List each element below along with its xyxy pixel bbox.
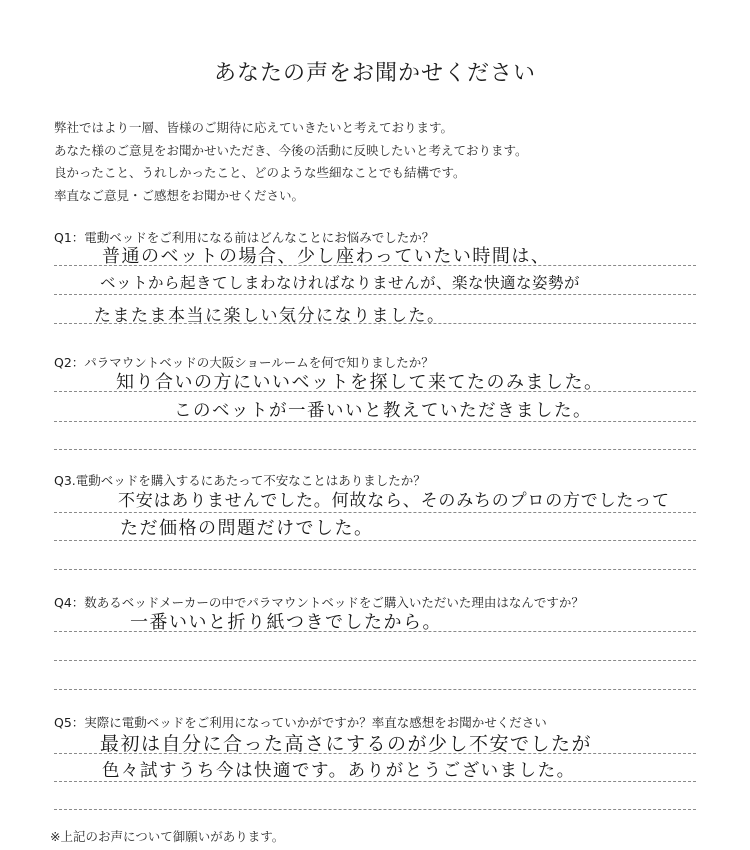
answer-rule bbox=[54, 294, 696, 295]
answer-3-line-1: 不安はありませんでした。何故なら、そのみちのプロの方でしたって bbox=[118, 491, 670, 511]
answer-5-line-2: 色々試すうち今は快適です。ありがとうございました。 bbox=[102, 761, 576, 781]
question-4-label: Q4：数あるベッドメーカーの中でパラマウントベッドをご購入いただいた理由はなんですか？ bbox=[54, 595, 584, 610]
answer-rule bbox=[54, 660, 696, 661]
answer-rule bbox=[54, 569, 696, 570]
question-1-label: Q1：電動ベッドをご利用になる前はどんなことにお悩みでしたか？ bbox=[54, 230, 435, 245]
intro-line: 弊社ではより一層、皆様のご期待に応えていきたいと考えております。 bbox=[54, 120, 454, 135]
answer-rule bbox=[54, 540, 696, 541]
intro-line: 率直なご意見・ご感想をお聞かせください。 bbox=[54, 187, 305, 203]
answer-1-line-3: たまたま本当に楽しい気分になりました。 bbox=[94, 306, 446, 326]
footer-note: ※上記のお声について御願いがあります。 bbox=[50, 829, 285, 844]
question-5-label: Q5：実際に電動ベッドをご利用になっていかがですか？率直な感想をお聞かせください bbox=[54, 715, 547, 730]
answer-rule bbox=[54, 689, 696, 690]
answer-3-line-2: ただ価格の問題だけでした。 bbox=[120, 518, 374, 539]
intro-text bbox=[54, 117, 528, 207]
answer-rule bbox=[54, 449, 696, 450]
intro-line: あなた様のご意見をお聞かせいただき、今後の活動に反映したいと考えております。 bbox=[54, 142, 528, 158]
question-2-label: Q2：パラマウントベッドの大阪ショールームを何で知りましたか？ bbox=[54, 355, 434, 370]
intro-line: 良かったこと、うれしかったこと、どのような些細なことでも結構です。 bbox=[54, 165, 466, 180]
page-title: あなたの声をお聞かせください bbox=[213, 61, 536, 86]
answer-1-line-2: ベットから起きてしまわなければなりませんが、楽な快適な姿勢が bbox=[100, 274, 581, 292]
answer-2-line-2: このベットが一番いいと教えていただきました。 bbox=[174, 401, 592, 421]
answer-4-line-1: 一番いいと折り紙つきでしたから。 bbox=[130, 612, 442, 633]
answer-rule bbox=[54, 512, 696, 513]
answer-5-line-1: 最初は自分に合った高さにするのが少し不安でしたが bbox=[100, 733, 593, 755]
answer-1-line-1: 普通のベットの場合、少し座わっていたい時間は、 bbox=[102, 246, 551, 267]
question-3-label: Q3.電動ベッドを購入するにあたって不安なことはありましたか？ bbox=[54, 473, 426, 488]
answer-rule bbox=[54, 809, 696, 810]
answer-2-line-1: 知り合いの方にいいベットを探して来てたのみました。 bbox=[116, 372, 604, 393]
